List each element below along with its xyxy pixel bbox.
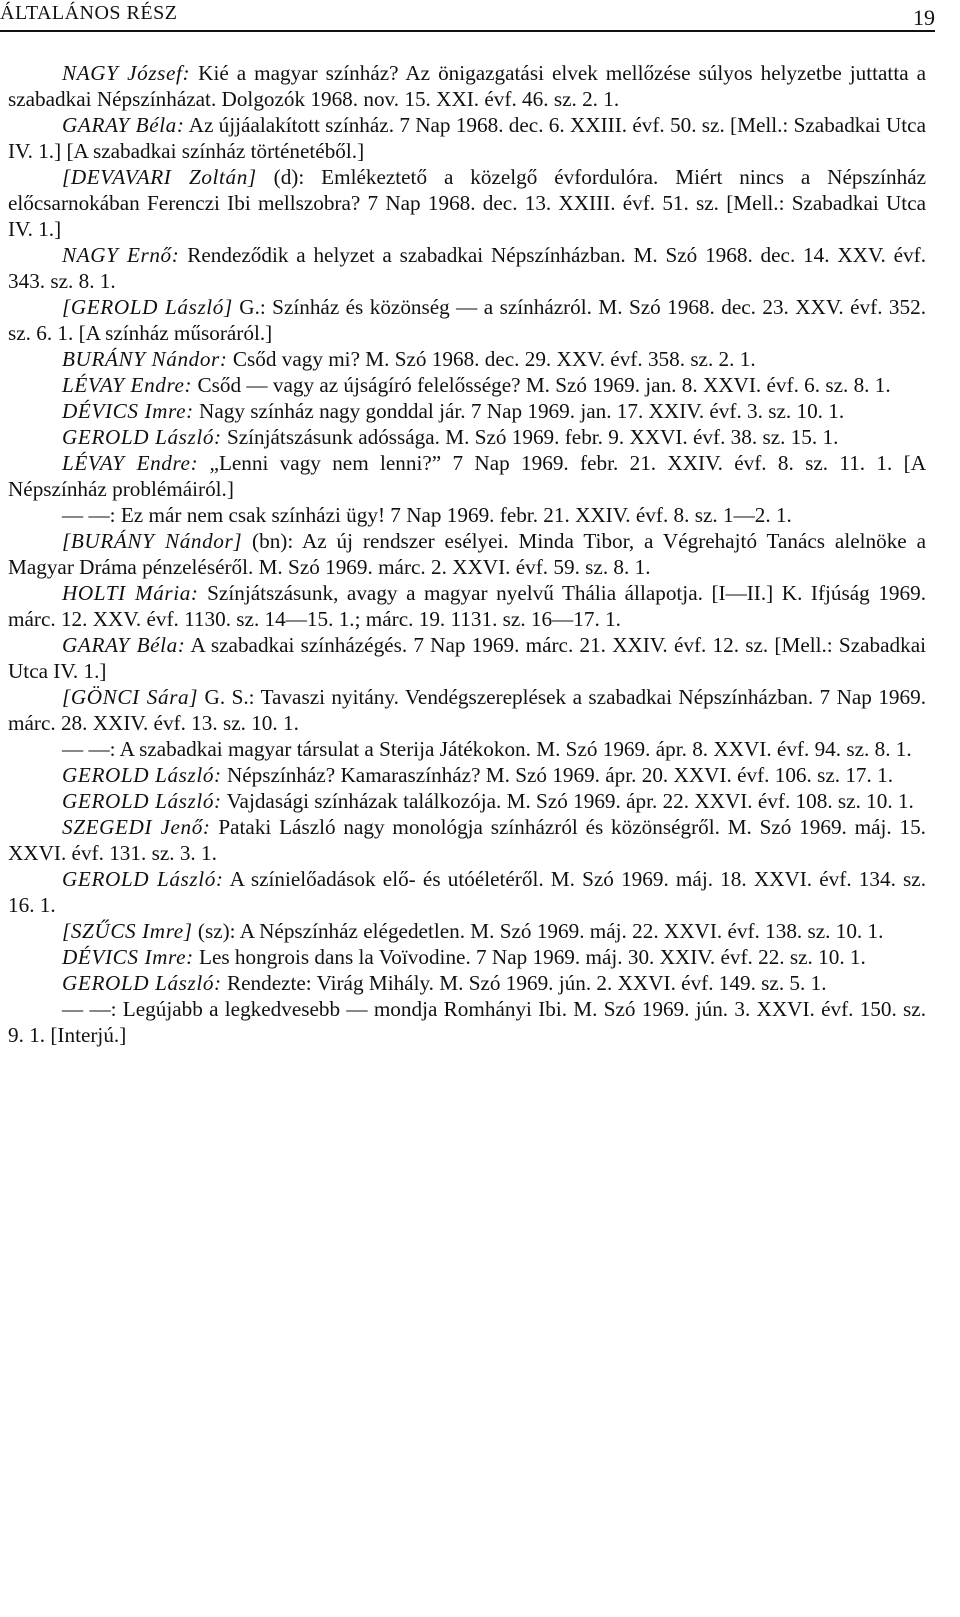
bibliography-entry (8, 996, 926, 1048)
entry-author: [SZŰCS Imre] (62, 919, 193, 943)
bibliography-entry (8, 372, 926, 398)
bibliography-entry (8, 112, 926, 164)
entry-text: Kié a magyar színház? Az önigazgatási elvek mellőzése súlyos helyzetbe juttatta a szabadkai Népszínházat. Dolgozók 1968. nov. 15. XXI. évf. 46. sz. 2. 1. (8, 61, 926, 111)
entry-text: — —: Ez már nem csak színházi ügy! 7 Nap 1969. febr. 21. XXIV. évf. 8. sz. 1—2. 1. (62, 503, 792, 527)
entry-text: Les hongrois dans la Voïvodine. 7 Nap 1969. máj. 30. XXIV. évf. 22. sz. 10. 1. (193, 945, 866, 969)
entry-text: Nagy színház nagy gonddal jár. 7 Nap 1969. jan. 17. XXIV. évf. 3. sz. 10. 1. (193, 399, 845, 423)
entry-text: A színielőadások elő- és utóéletéről. M. Szó 1969. máj. 18. XXVI. évf. 134. sz. 16. 1. (8, 867, 927, 917)
entry-text: Csőd — vagy az újságíró felelőssége? M. Szó 1969. jan. 8. XXVI. évf. 6. sz. 8. 1. (192, 373, 891, 397)
entry-author: [GEROLD László] (62, 295, 233, 319)
entry-text: (sz): A Népszínház elégedetlen. M. Szó 1969. máj. 22. XXVI. évf. 138. sz. 10. 1. (192, 919, 884, 943)
bibliography-entry (8, 580, 926, 632)
entry-author: DÉVICS Imre: (62, 399, 194, 423)
entry-author: GARAY Béla: (62, 113, 185, 137)
entry-author: [GÖNCI Sára] (62, 685, 199, 709)
bibliography-entry (8, 970, 926, 996)
entry-author: NAGY Ernő: (62, 243, 180, 267)
entry-author: [DEVAVARI Zoltán] (62, 165, 257, 189)
entry-text: A szabadkai színházégés. 7 Nap 1969. márc. 21. XXIV. évf. 12. sz. [Mell.: Szabadkai Utca IV. 1.] (8, 633, 926, 683)
entry-text: Az újjáalakított színház. 7 Nap 1968. dec. 6. XXIII. évf. 50. sz. [Mell.: Szabadkai Utca IV. 1.] [A szabadkai színház történetéből.] (8, 113, 926, 163)
bibliography-entry (8, 814, 926, 866)
entry-author: GEROLD László: (62, 867, 224, 891)
bibliography-entry (8, 736, 926, 762)
entry-author: LÉVAY Endre: (62, 373, 193, 397)
entry-text: G. S.: Tavaszi nyitány. Vendégszereplések a szabadkai Népszínházban. 7 Nap 1969. márc. 28. XXIV. évf. 13. sz. 10. 1. (8, 685, 927, 735)
bibliography-entry (8, 944, 926, 970)
entry-text: — —: Legújabb a legkedvesebb — mondja Romhányi Ibi. M. Szó 1969. jún. 3. XXVI. évf. 150. sz. 9. 1. [Interjú.] (8, 997, 926, 1047)
page-number: 19 (913, 5, 935, 30)
entry-text: Pataki László nagy monológja színházról és közönségről. M. Szó 1969. máj. 15. XXVI. évf. 131. sz. 3. 1. (8, 815, 926, 865)
bibliography-entry (8, 502, 926, 528)
bibliography-entry (8, 60, 926, 112)
entry-author: [BURÁNY Nándor] (62, 529, 243, 553)
entry-text: „Lenni vagy nem lenni?” 7 Nap 1969. febr. 21. XXIV. évf. 8. sz. 11. 1. [A Népszínház problémáiról.] (8, 451, 926, 501)
bibliography-entry (8, 632, 926, 684)
entry-text: (bn): Az új rendszer esélyei. Minda Tibor, a Végrehajtó Tanács alelnöke a Magyar Dráma pénzeléséről. M. Szó 1969. márc. 2. XXVI. évf. 59. sz. 8. 1. (8, 529, 926, 579)
bibliography-entry (8, 294, 926, 346)
entry-author: GEROLD László: (62, 763, 222, 787)
entry-author: GARAY Béla: (62, 633, 186, 657)
entry-text: Színjátszásunk, avagy a magyar nyelvű Thália állapotja. [I—II.] K. Ifjúság 1969. márc. 12. XXV. évf. 1130. sz. 14—15. 1.; márc. 19. 1131. sz. 16—17. 1. (8, 581, 926, 631)
bibliography-entry (8, 424, 926, 450)
entry-author: GEROLD László: (62, 971, 222, 995)
bibliography-entry (8, 242, 926, 294)
entry-text: Színjátszásunk adóssága. M. Szó 1969. febr. 9. XXVI. évf. 38. sz. 15. 1. (221, 425, 839, 449)
entry-author: HOLTI Mária: (62, 581, 199, 605)
entry-text: Vajdasági színházak találkozója. M. Szó 1969. ápr. 22. XXVI. évf. 108. sz. 10. 1. (221, 789, 914, 813)
bibliography-entry (8, 788, 926, 814)
entry-author: NAGY József: (62, 61, 191, 85)
bibliography-entry (8, 164, 926, 242)
bibliography-entry (8, 346, 926, 372)
entry-author: SZEGEDI Jenő: (62, 815, 211, 839)
bibliography-entry (8, 450, 926, 502)
entry-text: Rendeződik a helyzet a szabadkai Népszínházban. M. Szó 1968. dec. 14. XXV. évf. 343. sz. 8. 1. (8, 243, 926, 293)
bibliography-entry (8, 762, 926, 788)
entry-author: GEROLD László: (62, 789, 222, 813)
entry-text: Rendezte: Virág Mihály. M. Szó 1969. jún. 2. XXVI. évf. 149. sz. 5. 1. (221, 971, 827, 995)
entry-text: — —: A szabadkai magyar társulat a Sterija Játékokon. M. Szó 1969. ápr. 8. XXVI. évf. 94. sz. 8. 1. (62, 737, 912, 761)
bibliography-entry (8, 528, 926, 580)
bibliography-entry (8, 918, 926, 944)
entry-text: (d): Emlékeztető a közelgő évfordulóra. Miért nincs a Népszínház előcsarnokában Ferenczi Ibi mellszobra? 7 Nap 1968. dec. 13. XXIII. évf. 51. sz. [Mell.: Szabadkai Utca IV. 1.] (8, 165, 926, 241)
bibliography-entry (8, 866, 926, 918)
bibliography-entry (8, 398, 926, 424)
entry-author: GEROLD László: (62, 425, 222, 449)
entry-text: Népszínház? Kamaraszínház? M. Szó 1969. ápr. 20. XXVI. évf. 106. sz. 17. 1. (221, 763, 894, 787)
bibliography-entry (8, 684, 926, 736)
entry-author: DÉVICS Imre: (62, 945, 194, 969)
page-header (0, 0, 935, 32)
bibliography-list (8, 60, 926, 1048)
entry-author: BURÁNY Nándor: (62, 347, 228, 371)
entry-author: LÉVAY Endre: (62, 451, 199, 475)
section-title: ÁLTALÁNOS RÉSZ (0, 2, 178, 24)
entry-text: G.: Színház és közönség — a színházról. M. Szó 1968. dec. 23. XXV. évf. 352. sz. 6. 1. [A színház műsoráról.] (8, 295, 926, 345)
entry-text: Csőd vagy mi? M. Szó 1968. dec. 29. XXV. évf. 358. sz. 2. 1. (227, 347, 756, 371)
